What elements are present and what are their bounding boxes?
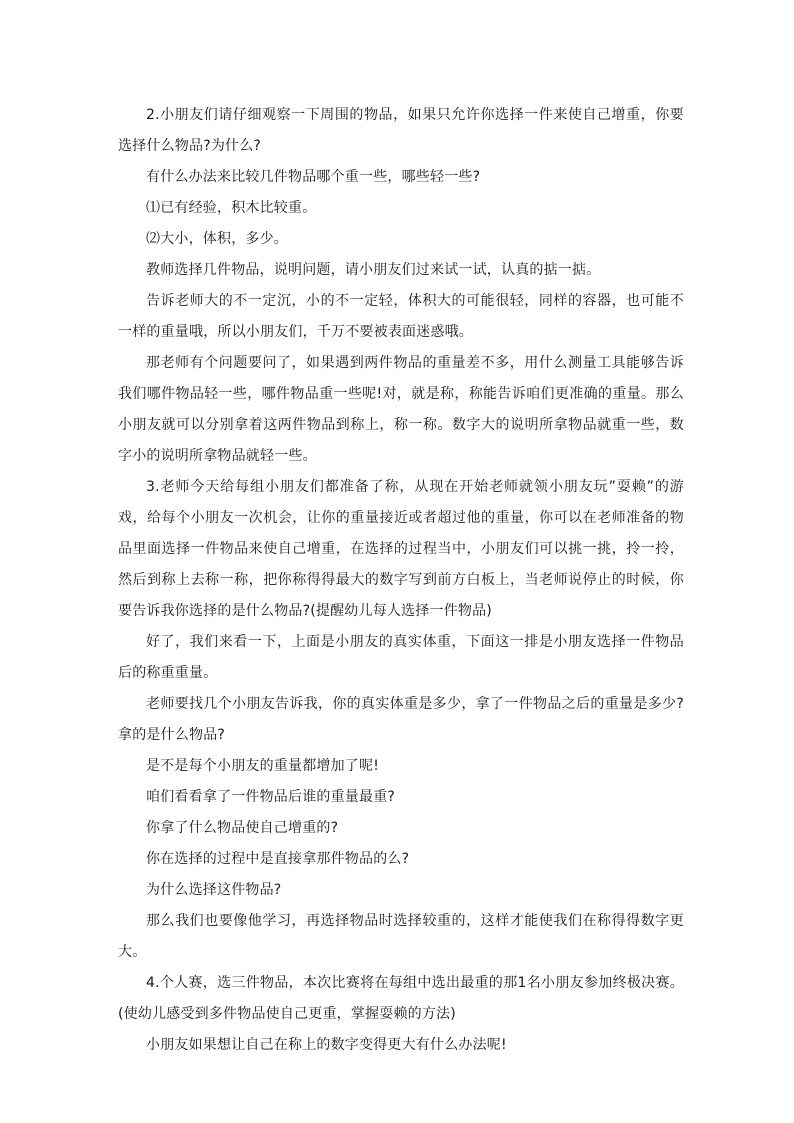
paragraph: 咱们看看拿了一件物品后谁的重量最重? [146, 789, 396, 805]
paragraph: 2.小朋友们请仔细观察一下周围的物品，如果只允许你选择一件来使自己增重，你要选择什么物品?为什么? [118, 107, 684, 154]
paragraph: 是不是每个小朋友的重量都增加了呢! [146, 758, 380, 774]
paragraph: ⑵大小，体积，多少。 [146, 231, 288, 247]
paragraph: 告诉老师大的不一定沉，小的不一定轻，体积大的可能很轻，同样的容器，也可能不一样的重量哦，所以小朋友们，千万不要被表面迷惑哦。 [118, 293, 684, 340]
paragraph: ⑴已有经验，积木比较重。 [146, 200, 317, 216]
paragraph: 那么我们也要像他学习，再选择物品时选择较重的，这样才能使我们在称得得数字更大。 [118, 913, 684, 960]
document-body [118, 100, 684, 1061]
paragraph: 4.个人赛，选三件物品，本次比赛将在每组中选出最重的那1名小朋友参加终极决赛。(使幼儿感受到多件物品使自己更重，掌握耍赖的方法) [118, 975, 684, 1022]
paragraph: 那老师有个问题要问了，如果遇到两件物品的重量差不多，用什么测量工具能够告诉我们哪件物品轻一些，哪件物品重一些呢!对，就是称，称能告诉咱们更准确的重量。那么小朋友就可以分别拿着这两件物品到称上，称一称。数字大的说明所拿物品就重一些，数字小的说明所拿物品就轻一些。 [118, 355, 684, 464]
paragraph: 你在选择的过程中是直接拿那件物品的么? [146, 851, 410, 867]
paragraph: 为什么选择这件物品? [146, 882, 282, 898]
paragraph: 小朋友如果想让自己在称上的数字变得更大有什么办法呢! [146, 1037, 507, 1053]
paragraph: 有什么办法来比较几件物品哪个重一些，哪些轻一些? [146, 169, 481, 185]
paragraph: 好了，我们来看一下，上面是小朋友的真实体重，下面这一排是小朋友选择一件物品后的称重重量。 [118, 634, 684, 681]
paragraph: 老师要找几个小朋友告诉我，你的真实体重是多少，拿了一件物品之后的重量是多少?拿的是什么物品? [118, 696, 684, 743]
paragraph: 你拿了什么物品使自己增重的? [146, 820, 339, 836]
paragraph: 教师选择几件物品，说明问题，请小朋友们过来试一试，认真的掂一掂。 [146, 262, 601, 278]
paragraph: 3.老师今天给每组小朋友们都准备了称，从现在开始老师就领小朋友玩”耍赖”的游戏，给每个小朋友一次机会，让你的重量接近或者超过他的重量，你可以在老师准备的物品里面选择一件物品来使自己增重，在选择的过程当中，小朋友们可以挑一挑，拎一拎，然后到称上去称一称，把你称得得最大的数字写到前方白板上，当老师说停止的时候，你要告诉我你选择的是什么物品?(提醒幼儿每人选择一件物品) [118, 479, 684, 619]
